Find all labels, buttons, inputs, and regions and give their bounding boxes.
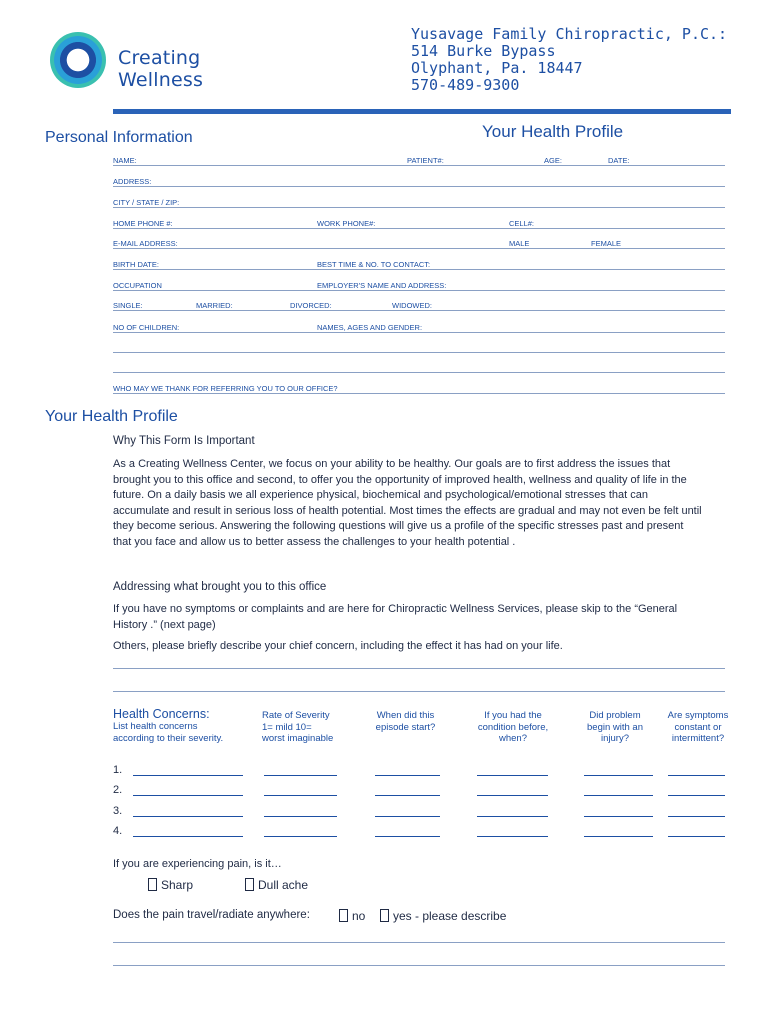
personal-info-title: Personal Information xyxy=(45,129,193,146)
referral-label: WHO MAY WE THANK FOR REFERRING YOU TO OUR OFFICE? xyxy=(113,384,338,393)
logo-mark-icon xyxy=(50,32,106,88)
constant-blank[interactable] xyxy=(668,816,725,817)
radiate-line-2[interactable] xyxy=(113,965,725,966)
names-ages-label: NAMES, AGES AND GENDER: xyxy=(317,323,423,332)
email-label: E-MAIL ADDRESS: xyxy=(113,239,178,248)
phone-field[interactable] xyxy=(113,228,725,229)
severity-blank[interactable] xyxy=(264,816,337,817)
no-option[interactable] xyxy=(339,909,365,923)
employer-label: EMPLOYER'S NAME AND ADDRESS: xyxy=(317,281,447,290)
dull-option[interactable] xyxy=(245,878,308,892)
dull-label: Dull ache xyxy=(258,878,309,892)
constant-blank[interactable] xyxy=(668,775,725,776)
concern-blank[interactable] xyxy=(133,795,243,796)
injury-blank[interactable] xyxy=(584,816,653,817)
children-field[interactable] xyxy=(113,332,725,333)
row-number: 4. xyxy=(113,825,123,837)
occupation-field[interactable] xyxy=(113,290,725,291)
single-label: SINGLE: xyxy=(113,301,143,310)
before-blank[interactable] xyxy=(477,836,548,837)
children-label: NO OF CHILDREN: xyxy=(113,323,180,332)
row-number: 3. xyxy=(113,805,123,817)
constant-blank[interactable] xyxy=(668,795,725,796)
injury-blank[interactable] xyxy=(584,795,653,796)
before-col-head: If you had the condition before, when? xyxy=(477,710,549,744)
address-field[interactable] xyxy=(113,186,725,187)
start-blank[interactable] xyxy=(375,775,440,776)
no-label: no xyxy=(352,909,366,923)
address-label: ADDRESS: xyxy=(113,177,152,186)
children-extra-line-1[interactable] xyxy=(113,352,725,353)
logo xyxy=(50,30,290,90)
clinic-phone: 570-489-9300 xyxy=(411,76,520,94)
referral-field[interactable] xyxy=(113,393,725,394)
intro-paragraph: As a Creating Wellness Center, we focus on your ability to be healthy. Our goals are to first address the issues that brought you to this office and second, to offer you the opportunity of improved health, wellness and quality of life in the future. On a daily basis we all experience physical, biochemical and psychological/emotional stresses that can accumulate and result in serious loss of health potential. Most times the effects are gradual and may not even be felt until they become serious. Answering the following questions will give us a profile of the specific stresses past and present that you face and allow us to better assess the challenges to your health potential . xyxy=(113,458,702,548)
start-col-head: When did this episode start? xyxy=(375,710,436,733)
female-label: FEMALE xyxy=(591,239,622,248)
radiate-question: Does the pain travel/radiate anywhere: xyxy=(113,909,310,921)
skip-instructions: If you have no symptoms or complaints and are here for Chiropractic Wellness Services, please skip to the “General History .” (next page) xyxy=(113,603,678,631)
clinic-address xyxy=(411,26,727,94)
clinic-name: Yusavage Family Chiropractic, P.C.: xyxy=(411,25,728,43)
header-divider xyxy=(113,109,731,114)
date-label: DATE: xyxy=(608,156,630,165)
work-phone-label: WORK PHONE#: xyxy=(317,219,376,228)
concerns-title: Health Concerns: xyxy=(113,707,210,721)
chief-concern-prompt: Others, please briefly describe your chief concern, including the effect it has had on your life. xyxy=(113,640,563,652)
chief-concern-line-1[interactable] xyxy=(113,668,725,669)
name-label: NAME: xyxy=(113,156,137,165)
addressing-heading: Addressing what brought you to this office xyxy=(113,581,327,593)
yes-option[interactable] xyxy=(380,909,506,923)
sharp-label: Sharp xyxy=(161,878,194,892)
concerns-subtitle: List health concerns according to their severity. xyxy=(113,721,224,744)
divorced-label: DIVORCED: xyxy=(290,301,332,310)
age-label: AGE: xyxy=(544,156,562,165)
constant-col-head: Are symptoms constant or intermittent? xyxy=(667,710,729,744)
injury-blank[interactable] xyxy=(584,775,653,776)
profile-heading: Your Health Profile xyxy=(482,122,624,141)
cell-label: CELL#: xyxy=(509,219,535,228)
home-phone-label: HOME PHONE #: xyxy=(113,219,173,228)
concern-blank[interactable] xyxy=(133,816,243,817)
row-number: 1. xyxy=(113,764,123,776)
dull-checkbox[interactable] xyxy=(245,878,254,891)
birth-date-field[interactable] xyxy=(113,269,725,270)
name-field[interactable] xyxy=(113,165,725,166)
sharp-option[interactable] xyxy=(148,878,193,892)
yes-label: yes - please describe xyxy=(393,909,507,923)
constant-blank[interactable] xyxy=(668,836,725,837)
chief-concern-line-2[interactable] xyxy=(113,691,725,692)
injury-col-head: Did problem begin with an injury? xyxy=(587,710,643,744)
widowed-label: WIDOWED: xyxy=(392,301,432,310)
row-number: 2. xyxy=(113,784,123,796)
start-blank[interactable] xyxy=(375,836,440,837)
severity-blank[interactable] xyxy=(264,775,337,776)
clinic-street: 514 Burke Bypass xyxy=(411,42,556,60)
clinic-city: Olyphant, Pa. 18447 xyxy=(411,59,583,77)
start-blank[interactable] xyxy=(375,795,440,796)
city-label: CITY / STATE / ZIP: xyxy=(113,198,180,207)
before-blank[interactable] xyxy=(477,795,548,796)
before-blank[interactable] xyxy=(477,816,548,817)
severity-blank[interactable] xyxy=(264,795,337,796)
birth-date-label: BIRTH DATE: xyxy=(113,260,159,269)
severity-blank[interactable] xyxy=(264,836,337,837)
children-extra-line-2[interactable] xyxy=(113,372,725,373)
before-blank[interactable] xyxy=(477,775,548,776)
marital-field[interactable] xyxy=(113,310,725,311)
patient-label: PATIENT#: xyxy=(407,156,444,165)
concern-blank[interactable] xyxy=(133,775,243,776)
married-label: MARRIED: xyxy=(196,301,233,310)
best-time-label: BEST TIME & NO. TO CONTACT: xyxy=(317,260,431,269)
start-blank[interactable] xyxy=(375,816,440,817)
sharp-checkbox[interactable] xyxy=(148,878,157,891)
occupation-label: OCCUPATION xyxy=(113,281,162,290)
yes-checkbox[interactable] xyxy=(380,909,389,922)
why-heading: Why This Form Is Important xyxy=(113,435,255,447)
email-field[interactable] xyxy=(113,248,725,249)
radiate-line-1[interactable] xyxy=(113,942,725,943)
concern-blank[interactable] xyxy=(133,836,243,837)
city-field[interactable] xyxy=(113,207,725,208)
severity-col-head: Rate of Severity 1= mild 10= worst imaginable xyxy=(262,710,334,744)
health-profile-title: Your Health Profile xyxy=(45,408,178,425)
pain-question: If you are experiencing pain, is it… xyxy=(113,858,282,870)
male-label: MALE xyxy=(509,239,530,248)
no-checkbox[interactable] xyxy=(339,909,348,922)
logo-text: Creating Wellness xyxy=(118,47,204,91)
injury-blank[interactable] xyxy=(584,836,653,837)
